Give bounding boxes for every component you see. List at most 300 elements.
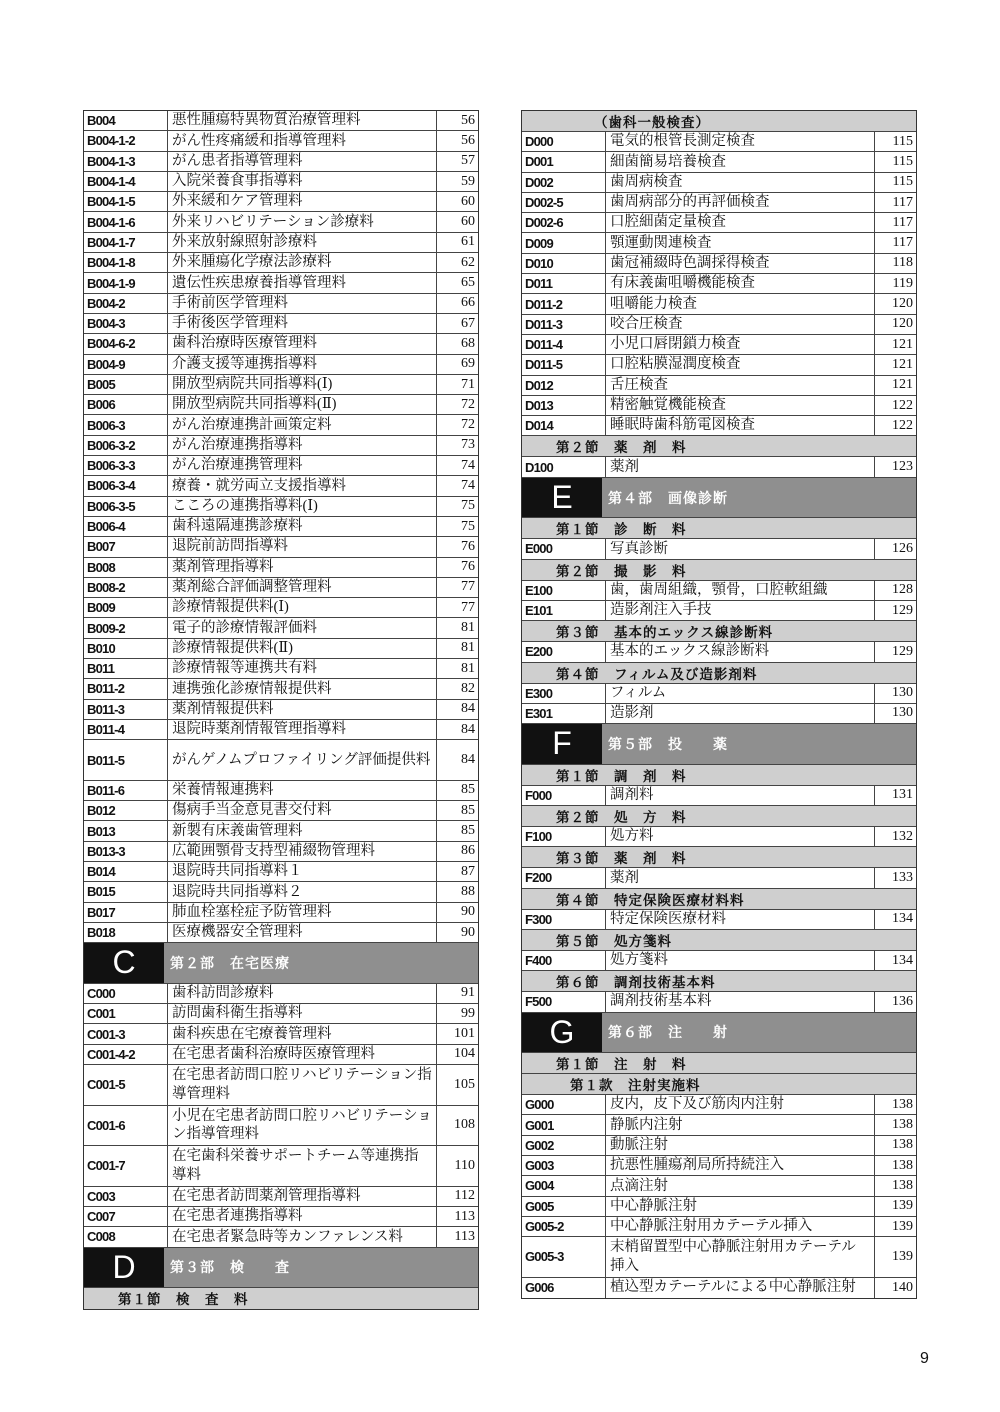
code-cell: B006-3-3 [84, 456, 168, 475]
item-name-cell: 咀嚼能力検査 [606, 294, 875, 313]
code-cell: G000 [522, 1095, 606, 1114]
page-ref-cell: 74 [461, 457, 475, 473]
item-name-cell: 咬合圧検査 [606, 315, 875, 334]
code-cell: B012 [84, 801, 168, 820]
code-cell: B004-1-8 [84, 253, 168, 272]
item-name-cell: 口腔粘膜湿潤度検査 [606, 355, 875, 374]
code-cell: C007 [84, 1207, 168, 1226]
code-cell: B005 [84, 375, 168, 394]
page-ref-cell: 76 [461, 559, 475, 575]
index-row [84, 273, 478, 293]
code-cell: B008-2 [84, 578, 168, 597]
page-ref-cell: 115 [892, 133, 913, 149]
item-name-cell: 歯周病検査 [606, 173, 875, 192]
page-ref-cell: 90 [461, 904, 475, 920]
page-ref-cell: 104 [454, 1046, 475, 1062]
item-name-cell: 調剤技術基本料 [606, 992, 875, 1011]
item-name-cell: こころの連携指導料(Ⅰ) [168, 497, 437, 516]
code-cell: G004 [522, 1176, 606, 1195]
item-name-cell: 遺伝性疾患療養指導管理料 [168, 273, 437, 292]
item-name-cell: 薬剤管理指導料 [168, 558, 437, 577]
item-name-cell: 薬剤 [606, 868, 875, 887]
index-row [522, 1136, 916, 1156]
index-row [84, 923, 478, 943]
code-cell: D011-4 [522, 335, 606, 354]
item-name-cell: 悪性腫瘍特異物質治療管理料 [168, 111, 437, 130]
section-heading: 第４節 フィルム及び造影剤料 [522, 663, 916, 684]
section-heading: 第３節 基本的エックス線診断料 [522, 621, 916, 642]
index-row [522, 335, 916, 355]
section-heading: 第１節 調 剤 料 [522, 765, 916, 786]
item-name-cell: 歯科遠隔連携診療料 [168, 517, 437, 536]
page-ref-cell: 76 [461, 538, 475, 554]
index-row [84, 639, 478, 659]
code-cell: F500 [522, 992, 606, 1011]
index-row [522, 951, 916, 971]
page-ref-cell: 81 [461, 660, 475, 676]
index-row [84, 1146, 478, 1187]
index-row [522, 1095, 916, 1115]
index-row [522, 457, 916, 477]
page-ref-cell: 119 [892, 275, 913, 291]
index-row [84, 314, 478, 334]
item-name-cell: 開放型病院共同指導料(Ⅰ) [168, 375, 437, 394]
page-ref-cell: 113 [454, 1228, 475, 1244]
index-row [522, 173, 916, 193]
item-name-cell: 抗悪性腫瘍剤局所持続注入 [606, 1156, 875, 1175]
code-cell: E101 [522, 601, 606, 620]
item-name-cell: 中心静脈注射 [606, 1197, 875, 1216]
item-name-cell: フィルム [606, 684, 875, 703]
page-ref-cell: 84 [461, 721, 475, 737]
item-name-cell: 歯冠補綴時色調採得検査 [606, 254, 875, 273]
code-cell: B011 [84, 659, 168, 678]
code-cell: B011-6 [84, 781, 168, 800]
code-cell: B004-1-2 [84, 131, 168, 150]
page-ref-cell: 138 [892, 1157, 913, 1173]
item-name-cell: 広範囲顎骨支持型補綴物管理料 [168, 842, 437, 861]
page-ref-cell: 82 [461, 680, 475, 696]
page-ref-cell: 130 [892, 685, 913, 701]
code-cell: G003 [522, 1156, 606, 1175]
index-row [84, 212, 478, 232]
code-cell: B004-1-7 [84, 233, 168, 252]
left-index-table [83, 110, 479, 1310]
index-row [84, 1207, 478, 1227]
code-cell: D009 [522, 233, 606, 252]
code-cell: D011 [522, 274, 606, 293]
section-heading: 第１節 注 射 料 [522, 1053, 916, 1074]
item-name-cell: 睡眠時歯科筋電図検査 [606, 416, 875, 435]
code-cell: B014 [84, 862, 168, 881]
page-ref-cell: 126 [892, 540, 913, 556]
code-cell: C003 [84, 1187, 168, 1206]
part-title: 第３部 検 査 [170, 1259, 290, 1276]
item-name-cell: がん治療連携指導料 [168, 436, 437, 455]
item-name-cell: 外来腫瘍化学療法診療料 [168, 253, 437, 272]
index-row [522, 1278, 916, 1298]
section-heading: 第１款 注射実施料 [522, 1074, 916, 1095]
code-cell: B018 [84, 923, 168, 942]
code-cell: B004-1-5 [84, 192, 168, 211]
part-header [522, 478, 916, 519]
code-cell: B004-3 [84, 314, 168, 333]
code-cell: D000 [522, 132, 606, 151]
page-ref-cell: 138 [892, 1117, 913, 1133]
section-heading: 第２節 処 方 料 [522, 806, 916, 827]
index-row [84, 821, 478, 841]
code-cell: C001-7 [84, 1146, 168, 1186]
section-heading: 第５節 処方箋料 [522, 930, 916, 951]
item-name-cell: 在宅患者歯科治療時医療管理料 [168, 1045, 437, 1064]
index-row [84, 720, 478, 740]
index-row [84, 111, 478, 131]
index-row [84, 578, 478, 598]
part-title: 第５部 投 薬 [608, 735, 728, 752]
index-row [84, 1106, 478, 1147]
item-name-cell: 写真診断 [606, 539, 875, 558]
page-ref-cell: 72 [461, 396, 475, 412]
page-ref-cell: 136 [892, 993, 913, 1009]
page-ref-cell: 108 [454, 1117, 475, 1133]
page-ref-cell: 75 [461, 518, 475, 534]
index-row [84, 1024, 478, 1044]
page-ref-cell: 62 [461, 254, 475, 270]
code-cell: C001-6 [84, 1106, 168, 1146]
page-ref-cell: 81 [461, 640, 475, 656]
item-name-cell: 新製有床義歯管理料 [168, 821, 437, 840]
code-cell: C001 [84, 1004, 168, 1023]
page-ref-cell: 113 [454, 1208, 475, 1224]
code-cell: C008 [84, 1227, 168, 1246]
page-ref-cell: 87 [461, 863, 475, 879]
code-cell: B011-5 [84, 740, 168, 780]
item-name-cell: 有床義歯咀嚼機能検査 [606, 274, 875, 293]
index-row [522, 601, 916, 621]
index-row [522, 684, 916, 704]
item-name-cell: 皮内，皮下及び筋肉内注射 [606, 1095, 875, 1114]
page-ref-cell: 115 [892, 174, 913, 190]
code-cell: G005-2 [522, 1217, 606, 1236]
item-name-cell: 特定保険医療材料 [606, 910, 875, 929]
page-ref-cell: 138 [892, 1137, 913, 1153]
index-row [84, 517, 478, 537]
part-letter-block: G [522, 1013, 602, 1053]
index-row [522, 396, 916, 416]
page-ref-cell: 86 [461, 843, 475, 859]
code-cell: B004-1-3 [84, 152, 168, 171]
code-cell: D002-6 [522, 213, 606, 232]
index-row [84, 131, 478, 151]
index-row [522, 132, 916, 152]
page-ref-cell: 140 [892, 1279, 913, 1295]
code-cell: D012 [522, 376, 606, 395]
item-name-cell: 歯，歯周組織，顎骨，口腔軟組織 [606, 581, 875, 600]
item-name-cell: 舌圧検査 [606, 376, 875, 395]
code-cell: D014 [522, 416, 606, 435]
page-ref-cell: 68 [461, 335, 475, 351]
index-row [84, 436, 478, 456]
item-name-cell: 在宅患者緊急時等カンファレンス料 [168, 1227, 437, 1246]
code-cell: B004-1-6 [84, 212, 168, 231]
page-ref-cell: 130 [892, 705, 913, 721]
index-row [522, 642, 916, 662]
index-row [84, 1004, 478, 1024]
code-cell: D100 [522, 457, 606, 476]
index-row [84, 253, 478, 273]
index-row [522, 1217, 916, 1237]
index-row [84, 233, 478, 253]
code-cell: B006-4 [84, 517, 168, 536]
code-cell: B013-3 [84, 842, 168, 861]
item-name-cell: 小児在宅患者訪問口腔リハビリテーション指導管理料 [168, 1106, 437, 1146]
page-ref-cell: 122 [892, 397, 913, 413]
index-row [522, 254, 916, 274]
index-row [522, 152, 916, 172]
code-cell: E100 [522, 581, 606, 600]
page-ref-cell: 88 [461, 883, 475, 899]
item-name-cell: 退院時共同指導料２ [168, 882, 437, 901]
index-row [84, 355, 478, 375]
code-cell: C001-3 [84, 1024, 168, 1043]
part-header [522, 1013, 916, 1054]
code-cell: B006 [84, 395, 168, 414]
item-name-cell: 顎運動関連検査 [606, 233, 875, 252]
code-cell: C001-5 [84, 1065, 168, 1105]
index-row [84, 152, 478, 172]
item-name-cell: 肺血栓塞栓症予防管理料 [168, 903, 437, 922]
code-cell: G005-3 [522, 1237, 606, 1277]
page-ref-cell: 85 [461, 823, 475, 839]
code-cell: E301 [522, 704, 606, 723]
page-number: 9 [920, 1350, 929, 1367]
item-name-cell: がん性疼痛緩和指導管理料 [168, 131, 437, 150]
item-name-cell: 連携強化診療情報提供料 [168, 679, 437, 698]
page-ref-cell: 121 [892, 356, 913, 372]
code-cell: E300 [522, 684, 606, 703]
index-row [84, 497, 478, 517]
item-name-cell: 退院時共同指導料１ [168, 862, 437, 881]
page-ref-cell: 131 [892, 787, 913, 803]
index-row [84, 395, 478, 415]
page-ref-cell: 112 [454, 1188, 475, 1204]
page-ref-cell: 128 [892, 582, 913, 598]
index-row [84, 1187, 478, 1207]
part-letter-block: D [84, 1248, 164, 1288]
item-name-cell: 在宅患者訪問口腔リハビリテーション指導管理料 [168, 1065, 437, 1105]
page-ref-cell: 132 [892, 828, 913, 844]
page-ref-cell: 117 [892, 194, 913, 210]
index-row [522, 1115, 916, 1135]
index-row [84, 679, 478, 699]
item-name-cell: 開放型病院共同指導料(Ⅱ) [168, 395, 437, 414]
item-name-cell: 動脈注射 [606, 1136, 875, 1155]
item-name-cell: 造影剤 [606, 704, 875, 723]
item-name-cell: 外来リハビリテーション診療料 [168, 212, 437, 231]
section-heading: 第１節 診 断 料 [522, 518, 916, 539]
page-ref-cell: 138 [892, 1096, 913, 1112]
item-name-cell: 介護支援等連携指導料 [168, 355, 437, 374]
code-cell: G006 [522, 1278, 606, 1298]
code-cell: D001 [522, 152, 606, 171]
page-ref-cell: 139 [892, 1248, 913, 1264]
item-name-cell: 植込型カテーテルによる中心静脈注射 [606, 1278, 875, 1298]
page-ref-cell: 67 [461, 315, 475, 331]
item-name-cell: 外来放射線照射診療料 [168, 233, 437, 252]
code-cell: B004 [84, 111, 168, 130]
item-name-cell: 在宅患者連携指導料 [168, 1207, 437, 1226]
page-ref-cell: 129 [892, 602, 913, 618]
code-cell: F100 [522, 827, 606, 846]
page-ref-cell: 120 [892, 316, 913, 332]
page-ref-cell: 60 [461, 193, 475, 209]
page-ref-cell: 105 [454, 1076, 475, 1092]
page-ref-cell: 138 [892, 1177, 913, 1193]
right-index-table [521, 110, 917, 1299]
code-cell: D010 [522, 254, 606, 273]
page-ref-cell: 133 [892, 869, 913, 885]
page-ref-cell: 90 [461, 924, 475, 940]
code-cell: B017 [84, 903, 168, 922]
code-cell: F000 [522, 786, 606, 805]
page-ref-cell: 110 [454, 1157, 475, 1173]
code-cell: B008 [84, 558, 168, 577]
page-ref-cell: 65 [461, 275, 475, 291]
item-name-cell: 薬剤情報提供料 [168, 700, 437, 719]
code-cell: B013 [84, 821, 168, 840]
part-header [84, 943, 478, 984]
code-cell: C000 [84, 984, 168, 1003]
page-ref-cell: 60 [461, 214, 475, 230]
code-cell: F200 [522, 868, 606, 887]
code-cell: B006-3-4 [84, 476, 168, 495]
index-row [84, 781, 478, 801]
index-row [522, 315, 916, 335]
index-row [522, 213, 916, 233]
index-row [84, 415, 478, 435]
item-name-cell: 退院前訪問指導料 [168, 537, 437, 556]
index-row [522, 786, 916, 806]
part-letter-block: E [522, 478, 602, 518]
item-name-cell: 手術後医学管理料 [168, 314, 437, 333]
code-cell: B004-6-2 [84, 334, 168, 353]
code-cell: G005 [522, 1197, 606, 1216]
section-heading: （歯科一般検査） [522, 111, 916, 132]
page-ref-cell: 66 [461, 295, 475, 311]
code-cell: B009 [84, 598, 168, 617]
item-name-cell: 口腔細菌定量検査 [606, 213, 875, 232]
page-ref-cell: 91 [461, 985, 475, 1001]
part-header [84, 1248, 478, 1289]
page-ref-cell: 57 [461, 153, 475, 169]
item-name-cell: 栄養情報連携料 [168, 781, 437, 800]
page-ref-cell: 77 [461, 599, 475, 615]
page-ref-cell: 85 [461, 782, 475, 798]
page-ref-cell: 84 [461, 701, 475, 717]
item-name-cell: 歯科疾患在宅療養管理料 [168, 1024, 437, 1043]
item-name-cell: 在宅歯科栄養サポートチーム等連携指導料 [168, 1146, 437, 1186]
item-name-cell: がん治療連携計画策定料 [168, 415, 437, 434]
code-cell: B007 [84, 537, 168, 556]
code-cell: B015 [84, 882, 168, 901]
page-ref-cell: 117 [892, 214, 913, 230]
index-row [522, 416, 916, 436]
code-cell: B009-2 [84, 618, 168, 637]
index-row [84, 1065, 478, 1106]
item-name-cell: 調剤料 [606, 786, 875, 805]
code-cell: B006-3 [84, 415, 168, 434]
page-ref-cell: 120 [892, 296, 913, 312]
index-row [522, 1156, 916, 1176]
code-cell: D011-2 [522, 294, 606, 313]
index-row [522, 827, 916, 847]
index-row [522, 376, 916, 396]
page-ref-cell: 71 [461, 376, 475, 392]
index-row [84, 882, 478, 902]
index-row [522, 910, 916, 930]
item-name-cell: 精密触覚機能検査 [606, 396, 875, 415]
index-row [522, 294, 916, 314]
index-row [84, 1227, 478, 1247]
item-name-cell: 医療機器安全管理料 [168, 923, 437, 942]
item-name-cell: 造影剤注入手技 [606, 601, 875, 620]
part-title: 第６部 注 射 [608, 1024, 728, 1041]
page-ref-cell: 134 [892, 952, 913, 968]
part-title: 第２部 在宅医療 [170, 954, 290, 971]
part-title: 第４部 画像診断 [608, 489, 728, 506]
index-row [84, 903, 478, 923]
index-row [84, 1045, 478, 1065]
index-row [522, 193, 916, 213]
item-name-cell: 電子的診療情報評価料 [168, 618, 437, 637]
index-row [522, 1176, 916, 1196]
page-ref-cell: 121 [892, 377, 913, 393]
item-name-cell: 入院栄養食事指導料 [168, 172, 437, 191]
item-name-cell: 基本的エックス線診断料 [606, 642, 875, 661]
index-row [522, 355, 916, 375]
page-ref-cell: 72 [461, 417, 475, 433]
code-cell: C001-4-2 [84, 1045, 168, 1064]
code-cell: D011-5 [522, 355, 606, 374]
item-name-cell: 訪問歯科衛生指導料 [168, 1004, 437, 1023]
code-cell: B004-9 [84, 355, 168, 374]
page-ref-cell: 56 [461, 112, 475, 128]
index-row [84, 192, 478, 212]
page-ref-cell: 56 [461, 132, 475, 148]
page-ref-cell: 129 [892, 643, 913, 659]
index-row [84, 801, 478, 821]
section-heading: 第６節 調剤技術基本料 [522, 971, 916, 992]
code-cell: D002-5 [522, 193, 606, 212]
item-name-cell: 歯科治療時医療管理料 [168, 334, 437, 353]
part-header [522, 724, 916, 765]
page-ref-cell: 122 [892, 417, 913, 433]
code-cell: E200 [522, 642, 606, 661]
page-ref-cell: 61 [461, 234, 475, 250]
code-cell: B006-3-5 [84, 497, 168, 516]
section-heading: 第３節 薬 剤 料 [522, 847, 916, 868]
index-row [84, 456, 478, 476]
index-row [522, 1197, 916, 1217]
code-cell: D011-3 [522, 315, 606, 334]
code-cell: G002 [522, 1136, 606, 1155]
code-cell: F400 [522, 951, 606, 970]
page-ref-cell: 101 [454, 1026, 475, 1041]
section-heading: 第４節 特定保険医療材料料 [522, 889, 916, 910]
page-ref-cell: 84 [461, 752, 475, 767]
section-heading: 第２節 撮 影 料 [522, 560, 916, 581]
index-row [522, 992, 916, 1012]
